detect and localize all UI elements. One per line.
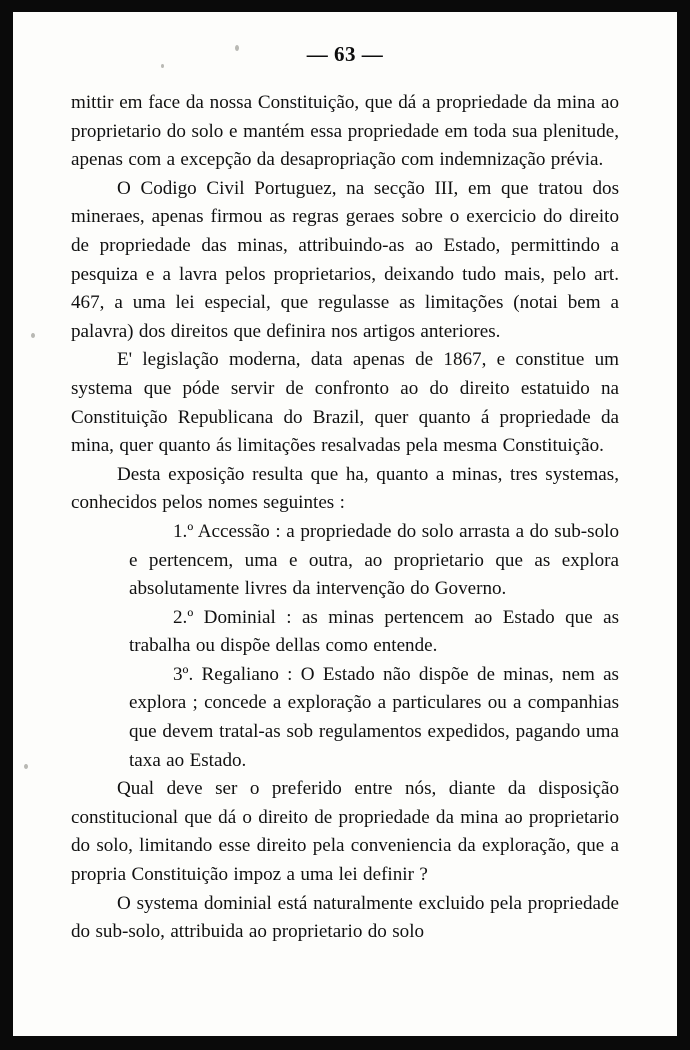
scanned-page bbox=[13, 12, 677, 1036]
list-item-dominial: 2.º Dominial : as minas pertencem ao Estado que as trabalha ou dispõe dellas como entende. bbox=[129, 606, 619, 657]
paragraph-desta-exposicao: Desta exposição resulta que ha, quanto a minas, tres systemas, conhecidos pelos nomes seguintes : bbox=[71, 463, 619, 514]
paragraph-mittir: mittir em face da nossa Constituição, que dá a propriedade da mina ao proprietario do solo e mantém essa propriedade em toda sua plenitude, apenas com a excepção da desapropriação com indemnização prévia. bbox=[71, 92, 619, 171]
paragraph-systema-dominial: O systema dominial está naturalmente excluido pela propriedade do sub-solo, attribuida ao proprietario do solo bbox=[71, 892, 619, 943]
page-number: — 63 — bbox=[306, 42, 384, 66]
list-item-regaliano: 3º. Regaliano : O Estado não dispõe de minas, nem as explora ; concede a exploração a particulares ou a companhias que devem tratal-as sob regulamentos expedidos, pagando uma taxa ao Estado. bbox=[129, 663, 619, 771]
paragraph-codigo-civil-portuguez: O Codigo Civil Portuguez, na secção III, em que tratou dos mineraes, apenas firmou as regras geraes sobre o exercicio do direito de propriedade das minas, attribuindo-as ao Estado, permittindo a pesquiza e a lavra pelos proprietarios, deixando tudo mais, pelo art. 467, a uma lei especial, que regulasse as limitações (notai bem a palavra) dos direitos que definira nos artigos anteriores. bbox=[71, 177, 619, 342]
paragraph-legislacao-moderna: E' legislação moderna, data apenas de 1867, e constitue um systema que póde servir de confronto ao do direito estatuido na Constituição Republicana do Brazil, quer quanto á propriedade da mina, quer quanto ás limitações resalvadas pela mesma Constituição. bbox=[71, 349, 619, 457]
paragraph-qual-deve-ser: Qual deve ser o preferido entre nós, diante da disposição constitucional que dá o direito de propriedade da mina ao proprietario do solo, limitando esse direito pela conveniencia da exploração, que a propria Constituição impoz a uma lei definir ? bbox=[71, 778, 619, 886]
page-body bbox=[13, 12, 677, 947]
text-column bbox=[71, 67, 619, 947]
list-item-accessao: 1.º Accessão : a propriedade do solo arrasta a do sub-solo e pertencem, uma e outra, ao proprietario que as explora absolutamente livres da intervenção do Governo. bbox=[129, 520, 619, 600]
